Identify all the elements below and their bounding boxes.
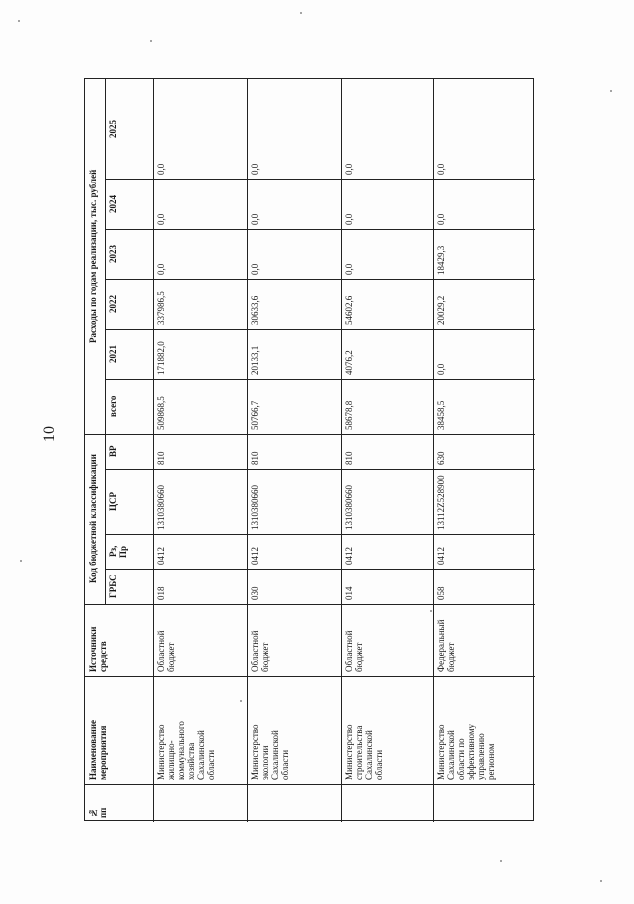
row-vr: 810 bbox=[250, 451, 260, 465]
header-rzpr: Рз, Пр bbox=[108, 545, 128, 558]
row-rzpr: 0412 bbox=[250, 547, 260, 565]
row-total: 509868,5 bbox=[156, 396, 166, 430]
header-y2021: 2021 bbox=[108, 345, 118, 363]
scan-speck bbox=[18, 20, 20, 22]
header-num: № пп bbox=[88, 807, 108, 818]
header-y2025: 2025 bbox=[108, 120, 118, 138]
header-expenses: Расходы по годам реализации, тыс. рублей bbox=[88, 169, 98, 344]
row-y2024: 0,0 bbox=[344, 213, 354, 225]
scan-speck bbox=[430, 610, 432, 612]
scan-speck bbox=[610, 90, 612, 92]
scan-speck bbox=[20, 560, 22, 562]
row-y2021: 0,0 bbox=[436, 363, 446, 375]
row-csr: 13112Z528900 bbox=[436, 475, 446, 530]
row-y2025: 0,0 bbox=[250, 163, 260, 175]
row-executor: Министерство строительства Сахалинской области bbox=[344, 724, 384, 780]
row-source: Областной бюджет bbox=[156, 630, 176, 672]
row-y2024: 0,0 bbox=[250, 213, 260, 225]
row-source: Областной бюджет bbox=[344, 630, 364, 672]
row-grbs: 018 bbox=[156, 586, 166, 600]
row-vr: 810 bbox=[156, 451, 166, 465]
row-csr: 1310380660 bbox=[250, 485, 260, 530]
row-executor: Министерство экологии Сахалинской области bbox=[250, 724, 290, 780]
row-y2022: 30633,6 bbox=[250, 295, 260, 325]
row-total: 58678,8 bbox=[344, 400, 354, 430]
row-grbs: 014 bbox=[344, 586, 354, 600]
row-grbs: 058 bbox=[436, 586, 446, 600]
row-y2021: 171882,0 bbox=[156, 341, 166, 375]
header-vr: ВР bbox=[108, 445, 118, 458]
page-number: 10 bbox=[41, 426, 58, 442]
row-y2023: 0,0 bbox=[156, 263, 166, 275]
budget-table bbox=[84, 78, 534, 821]
header-name: Наименование мероприятия bbox=[88, 720, 108, 780]
header-y2023: 2023 bbox=[108, 245, 118, 263]
row-vr: 810 bbox=[344, 451, 354, 465]
header-csr: ЦСР bbox=[108, 492, 118, 511]
row-csr: 1310380660 bbox=[344, 485, 354, 530]
row-csr: 1310380660 bbox=[156, 485, 166, 530]
row-source: Федеральный бюджет bbox=[436, 619, 456, 672]
row-total: 38458,5 bbox=[436, 400, 446, 430]
row-total: 50766,7 bbox=[250, 400, 260, 430]
header-grbs: ГРБС bbox=[108, 574, 118, 599]
header-y2024: 2024 bbox=[108, 195, 118, 213]
row-grbs: 030 bbox=[250, 586, 260, 600]
row-executor: Министерство Сахалинской области по эффективному управлению регионом bbox=[436, 723, 496, 780]
row-source: Областной бюджет bbox=[250, 630, 270, 672]
row-y2022: 54602,6 bbox=[344, 295, 354, 325]
row-y2021: 20133,1 bbox=[250, 345, 260, 375]
row-y2025: 0,0 bbox=[344, 163, 354, 175]
row-y2023: 18429,3 bbox=[436, 245, 446, 275]
header-budget-code: Код бюджетной классификации bbox=[88, 454, 98, 584]
row-vr: 630 bbox=[436, 451, 446, 465]
row-y2025: 0,0 bbox=[436, 163, 446, 175]
scan-speck bbox=[150, 40, 152, 42]
row-rzpr: 0412 bbox=[436, 547, 446, 565]
header-total: всего bbox=[108, 395, 118, 418]
row-y2024: 0,0 bbox=[156, 213, 166, 225]
row-y2023: 0,0 bbox=[250, 263, 260, 275]
row-y2025: 0,0 bbox=[156, 163, 166, 175]
row-rzpr: 0412 bbox=[156, 547, 166, 565]
header-y2022: 2022 bbox=[108, 295, 118, 313]
row-executor: Министерство жилищно- коммунального хозяйства Сахалинской области bbox=[156, 721, 216, 780]
scan-speck bbox=[240, 700, 242, 702]
scan-speck bbox=[500, 860, 502, 862]
row-y2023: 0,0 bbox=[344, 263, 354, 275]
header-sources: Источники средств bbox=[88, 626, 108, 672]
row-y2024: 0,0 bbox=[436, 213, 446, 225]
row-y2022: 337986,5 bbox=[156, 291, 166, 325]
row-y2022: 20029,2 bbox=[436, 295, 446, 325]
scan-speck bbox=[600, 880, 602, 882]
row-rzpr: 0412 bbox=[344, 547, 354, 565]
scan-speck bbox=[300, 12, 302, 14]
row-y2021: 4076,2 bbox=[344, 350, 354, 375]
